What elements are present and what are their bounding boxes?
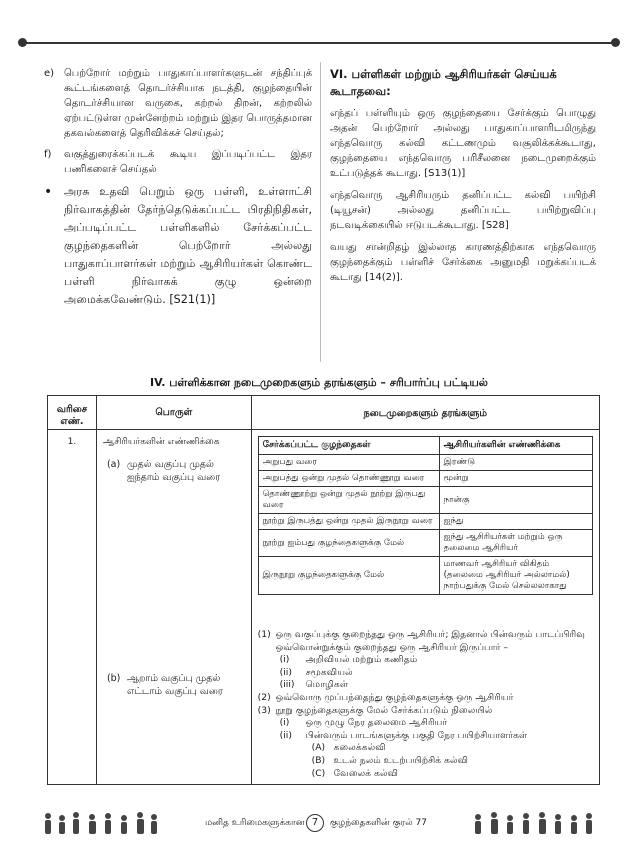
page-footer [0,810,638,838]
sub-label: (i) [279,717,290,729]
inner-cell: ஐந்து [439,514,592,530]
inner-cell: அறுபத்து ஒன்று முதல் தொண்ணூறு வரை [258,471,439,487]
inner-header-children: சேர்க்கப்பட்ட குழந்தைகள் [258,437,439,455]
sub-label: (B) [311,754,326,766]
point-label: (2) [257,691,271,703]
subject-cell [96,430,251,785]
inner-cell: நூற்று இருபத்து ஒன்று முதல் இருநூறு வரை [258,514,439,530]
footer-right-text: குழந்தைகளின் குரல் 77 [330,818,428,828]
point-1 [258,629,593,654]
inner-cell: மாணவர் ஆசிரியர் விகிதம் (தலைமை ஆசிரியர் அல்லாமல்) நாற்பதுக்கு மேல் செல்லலாகாது [439,557,592,595]
inner-header-row [258,437,592,455]
point-label: (3) [257,704,271,716]
bullet-icon: • [44,184,53,200]
right-column [330,66,596,292]
table-row [258,471,592,487]
sub-text: கலைக்கல்வி [333,742,386,754]
point-1-sub [280,654,593,667]
point-label: (1) [257,629,271,640]
point-1-sub [280,667,593,680]
bullet-item [44,183,312,309]
sub-text: பின்வரும் பாடங்களுக்கு பகுதி நேர பயிற்சியாளர்கள் [305,729,528,741]
point-3-subsub [312,742,593,755]
item-text: பெற்றோர் மற்றும் பாதுகாப்பாளர்களுடன் சந்திப்புக் கூட்டங்களைத் தொடர்ச்சியாக நடத்தி, குழந்தையின் தொடர்ச்சியான வருகை, கற்றல் திறன், கற்றலில் ஏற்பட்டுள்ள முன்னேற்றம் மற்றும் இதர பொருத்தமான தகவல்களைத் தெரிவிக்கச் செய்தல்; [64,68,312,139]
point-1-sub [280,679,593,692]
sub-label: (ii) [279,729,292,741]
table-row [258,487,592,514]
footer-left-text: மனித உரிமைகளுக்கான [205,818,305,828]
subject-sub-a [107,458,245,484]
sub-label: (a) [106,459,121,470]
paragraph: எந்தவொரு ஆசிரியரும் தனிப்பட்ட கல்வி பயிற்சி (டியூசன்) அல்லது தனிப்பட்ட பயிற்றுவிப்பு நடவடிக்கையில் ஈடுபடக்கூடாது. [S28] [330,190,596,231]
inner-cell: ஐந்து ஆசிரியர்கள் மற்றும் ஒரு தலைமை ஆசிரியர் [439,530,592,557]
teacher-ratio-table [258,436,593,595]
table-row [258,455,592,471]
paragraph: எந்தப் பள்ளியும் ஒரு குழந்தையை சேர்க்கும் பொழுது அதன் பெற்றோர் அல்லது பாதுகாப்பாளரிடமிருந்து எந்தவொரு கல்வி கட்டணமும் வசூலிக்கக்கூடாது, குழந்தையை எந்தவொரு பரிசீலனை நடைமுறைக்கும் உட்படுத்தக் கூடாது. [S13(1)] [330,108,596,179]
sub-label: (iii) [279,679,295,691]
sub-label: (C) [311,767,326,779]
table-row [48,430,600,785]
inner-header-teachers: ஆசிரியர்களின் எண்ணிக்கை [439,437,592,455]
sub-text: உடல் நலம் உடற்பயிற்சிக் கல்வி [333,754,469,766]
item-label: e) [44,68,55,79]
point-3-sub [280,730,593,743]
standards-points [258,629,593,780]
point-3-subsub [312,768,593,781]
header-serial: வரிசை எண். [48,396,97,430]
children-silhouette-right-icon [470,810,596,836]
sub-label: (ii) [279,666,292,678]
header-standards: நடைமுறைகளும் தரங்களும் [251,396,599,430]
checklist-table [47,395,600,785]
item-text: வகுத்துரைக்கப்படக் கூடிய இப்படிப்பட்ட இதர பணிகளைச் செய்தல் [64,149,312,175]
table-row [258,557,592,595]
inner-cell: நூற்று ஐம்பது குழந்தைகளுக்கு மேல் [258,530,439,557]
children-silhouette-left-icon [40,810,160,836]
subject-text: ஆசிரியர்களின் எண்ணிக்கை [102,437,220,447]
left-column [44,66,312,315]
table-row [258,530,592,557]
sub-text: முதல் வகுப்பு முதல் ஐந்தாம் வகுப்பு வரை [126,459,221,483]
page-number: 7 [306,814,324,832]
sub-text: வேலைக் கல்வி [333,767,399,779]
point-text: ஒவ்வொரு முப்பந்தைந்து குழந்தைகளுக்கு ஒரு ஆசிரியர் [275,691,514,703]
checklist-title: IV. பள்ளிக்கான நடைமுறைகளும் தரங்களும் – சரிபார்ப்பு பட்டியல் [150,376,488,389]
item-label: f) [44,149,52,160]
sub-text: சமூகவியல் [305,666,353,678]
point-3 [258,705,593,718]
inner-cell: மூன்று [439,471,592,487]
sub-text: ஆறாம் வகுப்பு முதல் எட்டாம் வகுப்பு வரை [126,673,223,697]
table-header-row [48,396,600,430]
standards-cell [251,430,599,785]
column-divider [320,62,321,362]
point-2 [258,692,593,705]
section-heading: VI. பள்ளிகள் மற்றும் ஆசிரியர்கள் செய்யக் கூடாதவை: [330,67,557,98]
serial-cell: 1. [48,430,97,785]
sub-label: (i) [279,654,290,666]
point-text: ஒரு வகுப்புக்கு குறைந்தது ஒரு ஆசிரியர்; இதனால் பின்வரும் பாடப்பிரிவு ஒவ்வொன்றுக்கும் குறைந்தது ஒரு ஆசிரியர் இருப்பார் – [275,629,586,653]
inner-cell: இருநூறு குழந்தைகளுக்கு மேல் [258,557,439,595]
paragraph: வயது சான்றிதழ் இல்லாத காரணத்திற்காக எந்தவொரு குழந்தைக்கும் பள்ளிச் சேர்க்கை அனுமதி மறுக்கப்படக் கூடாது [14(2)]. [330,242,596,283]
point-3-sub [280,717,593,730]
list-item-e [44,66,312,141]
point-3-subsub [312,755,593,768]
sub-text: மொழிகள் [305,679,349,691]
list-item-f [44,147,312,177]
rule-dot-left [18,38,27,47]
inner-cell: அறுபது வரை [258,455,439,471]
inner-cell: இரண்டு [439,455,592,471]
sub-label: (b) [106,673,121,684]
point-text: நூறு குழந்தைகளுக்கு மேல் சேர்க்கப்படும் நிலையில் [275,704,493,716]
rule-dot-right [611,38,620,47]
sub-text: அறிவியல் மற்றும் கணிதம் [305,654,418,666]
bullet-text: அரசு உதவி பெறும் ஒரு பள்ளி, உள்ளாட்சி நிர்வாகத்தின் தேர்ந்தெடுக்கப்பட்ட பிரதிநிதிகள், அப்படிப்பட்ட பள்ளிகளில் சேர்க்கப்பட்ட குழந்தைகளின் பெற்றோர் அல்லது பாதுகாப்பாளர்கள் மற்றும் ஆசிரியர்கள் கொண்ட பள்ளி நிர்வாகக் குழு ஒன்றை அமைக்கவேண்டும். [S21(1)] [64,185,312,306]
inner-cell: நான்கு [439,487,592,514]
top-rule [22,42,616,44]
sub-label: (A) [311,742,326,754]
table-row [258,514,592,530]
inner-cell: தொண்ணூற்று ஒன்று முதல் நூற்று இருபது வரை [258,487,439,514]
header-subject: பொருள் [96,396,251,430]
sub-text: ஒரு முழு நேர தலைமை ஆசிரியர் [305,717,448,729]
subject-sub-b [107,672,245,698]
